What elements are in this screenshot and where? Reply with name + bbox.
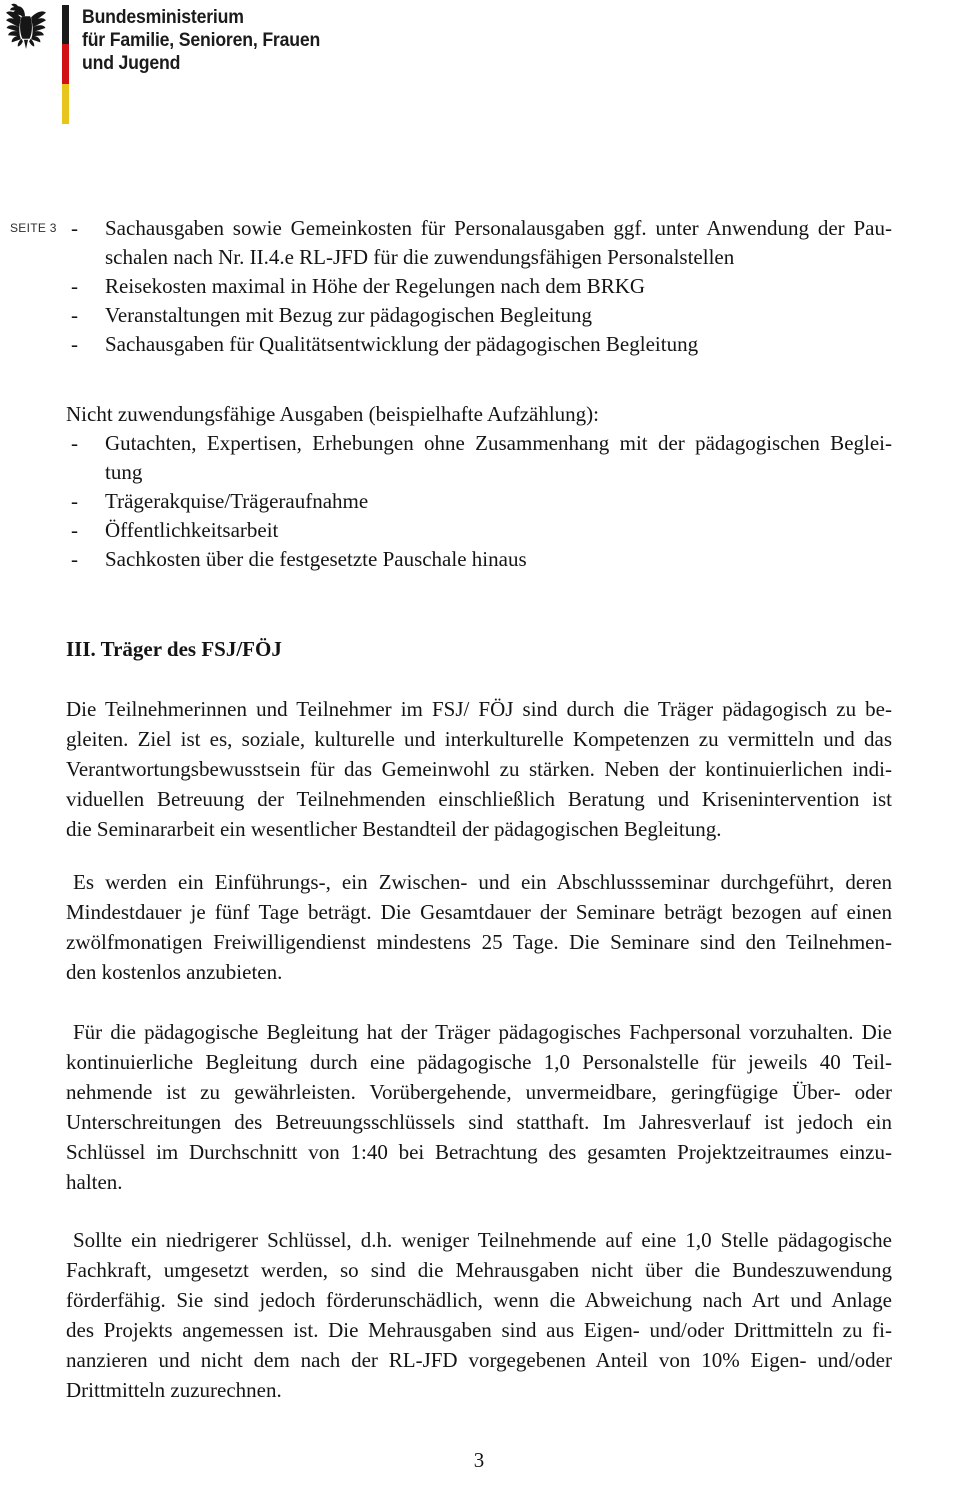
flag-gold-segment [62,84,69,124]
text-line: Die Teilnehmerinnen und Teilnehmer im FSJ/ FÖJ sind durch die Träger pädagogisch zu be- [66,697,892,721]
list-item-text [105,272,892,301]
list-item [66,272,892,301]
bullet-dash: - [71,303,78,327]
ministry-name-line: und Jugend [82,53,181,74]
text-line: Öffentlichkeitsarbeit [105,518,279,542]
list-item-text [105,301,892,330]
text-line: den kostenlos anzubieten. [66,960,283,984]
non-allowable-heading: Nicht zuwendungsfähige Ausgaben (beispielhafte Aufzählung): [66,402,600,426]
text-line: halten. [66,1170,123,1194]
text-line: Veranstaltungen mit Bezug zur pädagogischen Begleitung [105,303,592,327]
list-item-text [105,545,892,574]
list-item-text [105,429,892,487]
text-line: viduellen Betreuung der Teilnehmenden einschließlich Beratung und Krisenintervention ist [66,787,892,811]
page-number: 3 [473,1448,485,1472]
text-line: Sachkosten über die festgesetzte Pauschale hinaus [105,547,527,571]
paragraph [66,694,892,844]
text-line: Reisekosten maximal in Höhe der Regelungen nach dem BRKG [105,274,646,298]
flag-red-segment [62,44,69,84]
list-item [66,545,892,574]
bullet-dash: - [71,274,78,298]
list-item [66,330,892,359]
text-line: nanzieren und nicht dem nach der RL-JFD vorgegebenen Anteil von 10% Eigen- und/oder [66,1348,892,1372]
list-item [66,487,892,516]
text-line: Trägerakquise/Trägeraufnahme [105,489,369,513]
list-item-text [105,487,892,516]
non-allowable-expenses-list [66,429,892,574]
text-line: des Projekts angemessen ist. Die Mehrausgaben sind aus Eigen- und/oder Drittmitteln zu fi- [66,1318,892,1342]
text-line: Schlüssel im Durchschnitt von 1:40 bei Betrachtung des gesamten Projektzeitraumes einzu- [66,1140,892,1164]
text-line: Sachausgaben für Qualitätsentwicklung der pädagogischen Begleitung [105,332,699,356]
text-line: die Seminararbeit ein wesentlicher Bestandteil der pädagogischen Begleitung. [66,817,722,841]
text-line: kontinuierliche Begleitung durch eine pädagogische 1,0 Personalstelle für jeweils 40 Teil- [66,1050,892,1074]
bullet-dash: - [71,489,78,513]
bullet-dash: - [71,332,78,356]
list-item-text [105,214,892,272]
list-item-text [105,516,892,545]
flag-stripe [62,5,69,124]
list-item [66,429,892,487]
text-line: Für die pädagogische Begleitung hat der Träger pädagogisches Fachpersonal vorzuhalten. Die [73,1020,892,1044]
text-line: Drittmitteln zuzurechnen. [66,1378,282,1402]
text-line: gleiten. Ziel ist es, soziale, kulturelle und interkulturelle Kompetenzen zu vermitteln und das [66,727,892,751]
list-item-text [105,330,892,359]
text-line: Es werden ein Einführungs-, ein Zwischen- und ein Abschlussseminar durchgeführt, deren [73,870,892,894]
flag-black-segment [62,5,69,44]
text-line: nehmende ist zu gewährleisten. Vorübergehende, unvermeidbare, geringfügige Über- oder [66,1080,892,1104]
paragraph [66,867,892,987]
paragraph [66,1225,892,1405]
ministry-name [82,6,320,75]
list-item [66,214,892,272]
text-line: schalen nach Nr. II.4.e RL-JFD für die zuwendungsfähigen Personalstellen [105,245,735,269]
ministry-name-line: für Familie, Senioren, Frauen [82,30,321,51]
text-line: Gutachten, Expertisen, Erhebungen ohne Zusammenhang mit der pädagogischen Beglei- [105,431,892,455]
page-margin-label: SEITE 3 [10,221,57,235]
allowable-expenses-list [66,214,892,359]
text-line: Fachkraft, umgesetzt werden, so sind die Mehrausgaben nicht über die Bundeszuwendung [66,1258,892,1282]
ministry-name-line: Bundesministerium [82,7,244,28]
bullet-dash: - [71,431,78,455]
paragraph [66,1017,892,1197]
bullet-dash: - [71,547,78,571]
text-line: förderfähig. Sie sind jedoch förderunschädlich, wenn die Abweichung nach Art und Anlage [66,1288,892,1312]
text-line: Mindestdauer je fünf Tage beträgt. Die Gesamtdauer der Seminare beträgt bezogen auf einen [66,900,892,924]
text-line: Sachausgaben sowie Gemeinkosten für Personalausgaben ggf. unter Anwendung der Pau- [105,216,892,240]
list-item [66,516,892,545]
section-heading: III. Träger des FSJ/FÖJ [66,637,282,661]
bullet-dash: - [71,216,78,240]
text-line: zwölfmonatigen Freiwilligendienst mindestens 25 Tage. Die Seminare sind den Teilnehmen- [66,930,892,954]
text-line: Verantwortungsbewusstsein für das Gemeinwohl zu stärken. Neben der kontinuierlichen indi- [66,757,892,781]
list-item [66,301,892,330]
text-line: Unterschreitungen des Betreuungsschlüssels sind statthaft. Im Jahresverlauf ist jedoch ein [66,1110,892,1134]
bullet-dash: - [71,518,78,542]
text-line: tung [105,460,143,484]
text-line: Sollte ein niedrigerer Schlüssel, d.h. weniger Teilnehmende auf eine 1,0 Stelle pädagogische [73,1228,892,1252]
bundesadler-eagle-icon [5,2,47,49]
